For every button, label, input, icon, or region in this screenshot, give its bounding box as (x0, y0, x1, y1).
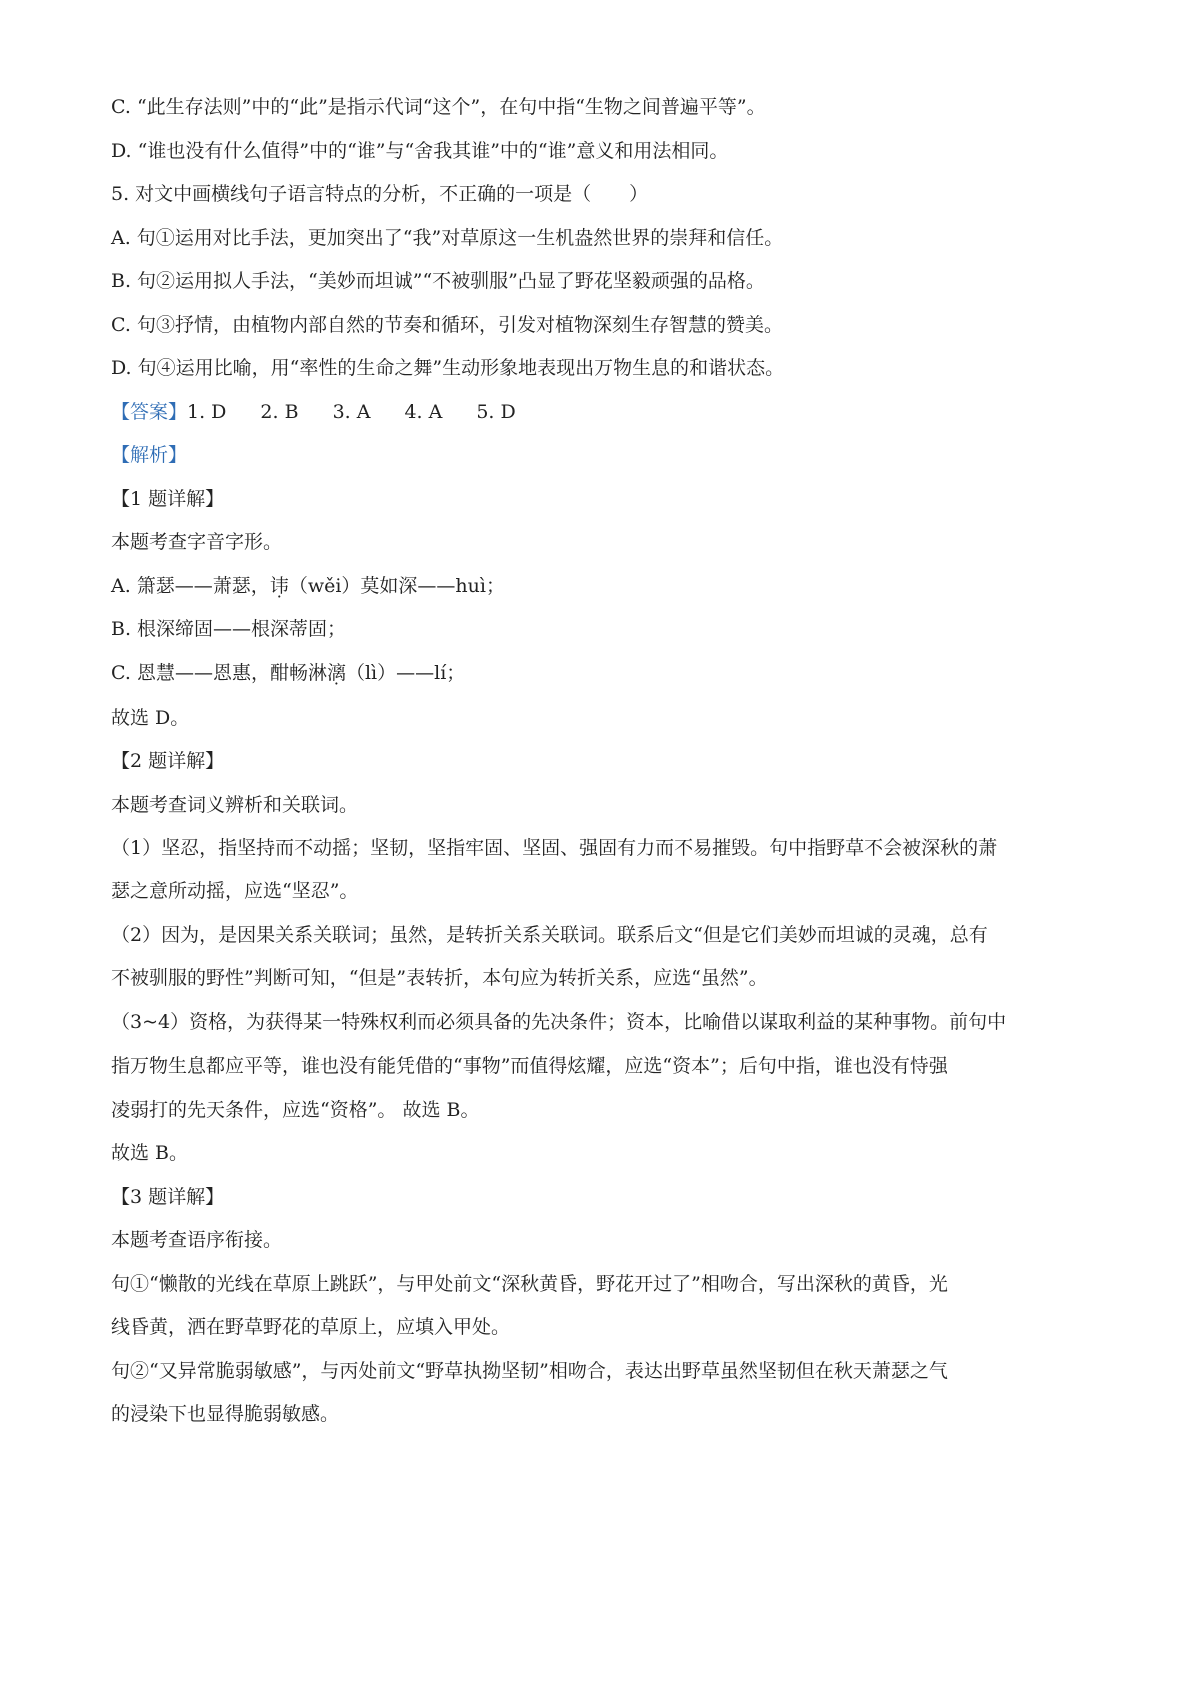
q5-option-d: D. 句④运用比喻，用“率性的生命之舞”生动形象地表现出万物生息的和谐状态。 (111, 357, 785, 379)
text-segment: （wěi）莫如深——huì； (288, 575, 505, 597)
detail-2-para-1: （1）坚忍，指坚持而不动摇；坚韧，坚指牢固、坚固、强固有力而不易摧毁。句中指野草不会被深秋的萧 (111, 837, 998, 859)
detail-3-sentence-2: 的浸染下也显得脆弱敏感。 (111, 1403, 340, 1425)
detail-2-para-2: 不被驯服的野性”判断可知，“但是”表转折，本句应为转折关系，应选“虽然”。 (111, 967, 768, 989)
detail-2-conclusion: 故选 B。 (111, 1142, 189, 1164)
text-segment: A. 箫瑟——萧瑟， (111, 575, 270, 597)
detail-1-c (111, 660, 1120, 686)
detail-2-title: 【2 题详解】 (111, 750, 225, 772)
detail-2-para-3: 凌弱打的先天条件，应选“资格”。 故选 B。 (111, 1099, 480, 1121)
detail-3-sentence-2: 句②“又异常脆弱敏感”，与丙处前文“野草执拗坚韧”相吻合，表达出野草虽然坚韧但在秋天萧瑟之气 (111, 1360, 948, 1382)
analysis-heading (111, 442, 1120, 468)
text-segment: （lì）——lí； (345, 662, 466, 684)
detail-3-sentence-1: 句①“懒散的光线在草原上跳跃”，与甲处前文“深秋黄昏，野花开过了”相吻合，写出深秋的黄昏，光 (111, 1273, 948, 1295)
q5-option-a: A. 句①运用对比手法，更加突出了“我”对草原这一生机盎然世界的崇拜和信任。 (111, 227, 784, 249)
detail-1-title: 【1 题详解】 (111, 488, 225, 510)
detail-2-para-3: （3~4）资格，为获得某一特殊权利而必须具备的先决条件；资本，比喻借以谋取利益的某种事物。前句中 (111, 1011, 1007, 1033)
detail-2-para-1: 瑟之意所动摇，应选“坚忍”。 (111, 880, 359, 902)
text-segment: C. 恩慧——恩惠，酣畅淋 (111, 662, 327, 684)
answer-item: 5. D (476, 401, 516, 423)
detail-3-intro: 本题考查语序衔接。 (111, 1229, 283, 1251)
detail-3-title: 【3 题详解】 (111, 1186, 225, 1208)
detail-2-para-3: 指万物生息都应平等，谁也没有能凭借的“事物”而值得炫耀，应选“资本”；后句中指，谁也没有恃强 (111, 1055, 948, 1077)
detail-3-sentence-1: 线昏黄，洒在野草野花的草原上，应填入甲处。 (111, 1316, 511, 1338)
answer-item: 3. A (332, 401, 371, 423)
q5-option-c: C. 句③抒情，由植物内部自然的节奏和循环，引发对植物深刻生存智慧的赞美。 (111, 314, 783, 336)
q5-option-b: B. 句②运用拟人手法，“美妙而坦诚”“不被驯服”凸显了野花坚毅顽强的品格。 (111, 270, 765, 292)
q4-option-c: C. “此生存法则”中的“此”是指示代词“这个”，在句中指“生物之间普遍平等”。 (111, 96, 766, 118)
detail-1-intro: 本题考查字音字形。 (111, 531, 283, 553)
answer-item: 2. B (260, 401, 299, 423)
q5-stem: 5. 对文中画横线句子语言特点的分析，不正确的一项是（ ） (111, 183, 649, 205)
q4-option-d: D. “谁也没有什么值得”中的“谁”与“舍我其谁”中的“谁”意义和用法相同。 (111, 140, 729, 162)
answer-item: 4. A (404, 401, 443, 423)
detail-2-intro: 本题考查词义辨析和关联词。 (111, 794, 359, 816)
detail-1-conclusion: 故选 D。 (111, 707, 190, 729)
emphasized-char: 讳 (269, 575, 289, 597)
analysis-tag: 【解析】 (111, 444, 188, 466)
answer-item: 1. D (187, 401, 227, 423)
emphasized-char: 漓 (326, 662, 346, 684)
detail-2-para-2: （2）因为，是因果关系关联词；虽然，是转折关系关联词。联系后文“但是它们美妙而坦诚的灵魂，总有 (111, 924, 988, 946)
detail-1-b: B. 根深缔固——根深蒂固； (111, 618, 347, 640)
answer-line (111, 399, 1120, 425)
detail-1-a (111, 573, 1120, 599)
answer-tag: 【答案】 (111, 401, 188, 423)
